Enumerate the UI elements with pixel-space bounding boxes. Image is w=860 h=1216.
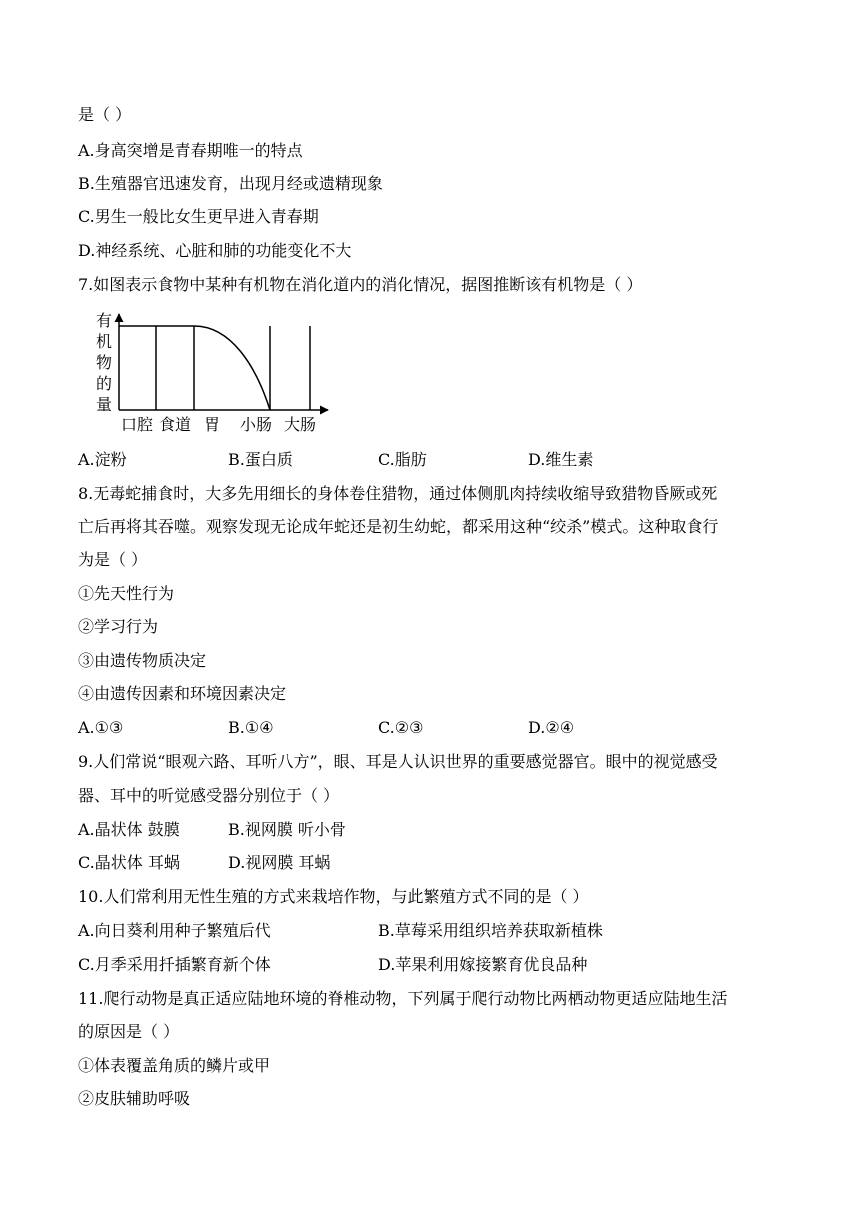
q8-option-c: C.②③ <box>378 718 424 737</box>
q10-option-c: C.月季采用扦插繁育新个体 <box>78 955 271 974</box>
q9-option-d: D.视网膜 耳蜗 <box>228 853 331 872</box>
x-label-3: 胃 <box>203 415 221 434</box>
q11-stem-line1: 11.爬行动物是真正适应陆地环境的脊椎动物，下列属于爬行动物比两栖动物更适应陆地生活 <box>78 989 728 1008</box>
q7-stem: 7.如图表示食物中某种有机物在消化道内的消化情况，据图推断该有机物是（ ） <box>78 275 643 294</box>
y-label-char-3: 物 <box>95 353 113 372</box>
y-axis-label <box>96 311 112 414</box>
q7-option-d: D.维生素 <box>528 450 594 469</box>
q8-stem-line3: 为是（ ） <box>78 550 148 569</box>
q9-option-b: B.视网膜 听小骨 <box>228 820 346 839</box>
x-label-5: 大肠 <box>283 415 317 434</box>
q8-stem-line2: 亡后再将其吞噬。观察发现无论成年蛇还是初生幼蛇，都采用这种“绞杀”模式。这种取食行 <box>78 517 719 536</box>
x-label-4: 小肠 <box>239 415 273 434</box>
q8-statement-3: ③由遗传物质决定 <box>78 651 207 670</box>
q9-stem-line1: 9.人们常说“眼观六路、耳听八方”，眼、耳是人认识世界的重要感觉器官。眼中的视觉感受 <box>78 752 718 771</box>
y-label-char-5: 量 <box>95 395 113 414</box>
q6-option-c: C.男生一般比女生更早进入青春期 <box>78 207 319 226</box>
q11-statement-1: ①体表覆盖角质的鳞片或甲 <box>78 1056 271 1075</box>
q10-option-a: A.向日葵利用种子繁殖后代 <box>78 921 271 940</box>
q7-option-b: B.蛋白质 <box>228 450 293 469</box>
q8-statement-4: ④由遗传因素和环境因素决定 <box>78 684 287 703</box>
y-label-char-2: 机 <box>95 332 113 351</box>
q10-option-d: D.苹果利用嫁接繁育优良品种 <box>378 955 588 974</box>
q7-option-c: C.脂肪 <box>378 450 427 469</box>
y-label-char-4: 的 <box>95 374 113 393</box>
q9-option-a: A.晶状体 鼓膜 <box>78 820 180 839</box>
q8-option-b: B.①④ <box>228 718 274 737</box>
q8-statement-2: ②学习行为 <box>78 617 159 636</box>
y-label-char-1: 有 <box>95 311 113 330</box>
x-axis-labels <box>121 415 316 434</box>
q10-stem: 10.人们常利用无性生殖的方式来栽培作物，与此繁殖方式不同的是（ ） <box>78 887 589 906</box>
x-label-2: 食道 <box>158 415 192 434</box>
q6-option-b: B.生殖器官迅速发育，出现月经或遗精现象 <box>78 174 383 193</box>
x-label-1: 口腔 <box>120 415 154 434</box>
q6-stem-end: 是（ ） <box>78 105 132 124</box>
digestion-chart <box>76 306 336 438</box>
q11-stem-line2: 的原因是（ ） <box>78 1022 180 1041</box>
digestion-chart-svg <box>76 306 336 438</box>
q11-statement-2: ②皮肤辅助呼吸 <box>78 1089 191 1108</box>
q10-option-b: B.草莓采用组织培养获取新植株 <box>378 921 603 940</box>
q9-stem-line2: 器、耳中的听觉感受器分别位于（ ） <box>78 786 340 805</box>
q6-option-a: A.身高突增是青春期唯一的特点 <box>78 141 303 160</box>
q6-option-d: D.神经系统、心脏和肺的功能变化不大 <box>78 241 352 260</box>
q8-statement-1: ①先天性行为 <box>78 584 175 603</box>
q8-stem-line1: 8.无毒蛇捕食时，大多先用细长的身体卷住猎物，通过体侧肌肉持续收缩导致猎物昏厥或死 <box>78 484 718 503</box>
organ-boundaries <box>156 326 310 410</box>
q9-option-c: C.晶状体 耳蜗 <box>78 853 180 872</box>
q8-option-d: D.②④ <box>528 718 575 737</box>
q7-option-a: A.淀粉 <box>78 450 127 469</box>
q8-option-a: A.①③ <box>78 718 124 737</box>
